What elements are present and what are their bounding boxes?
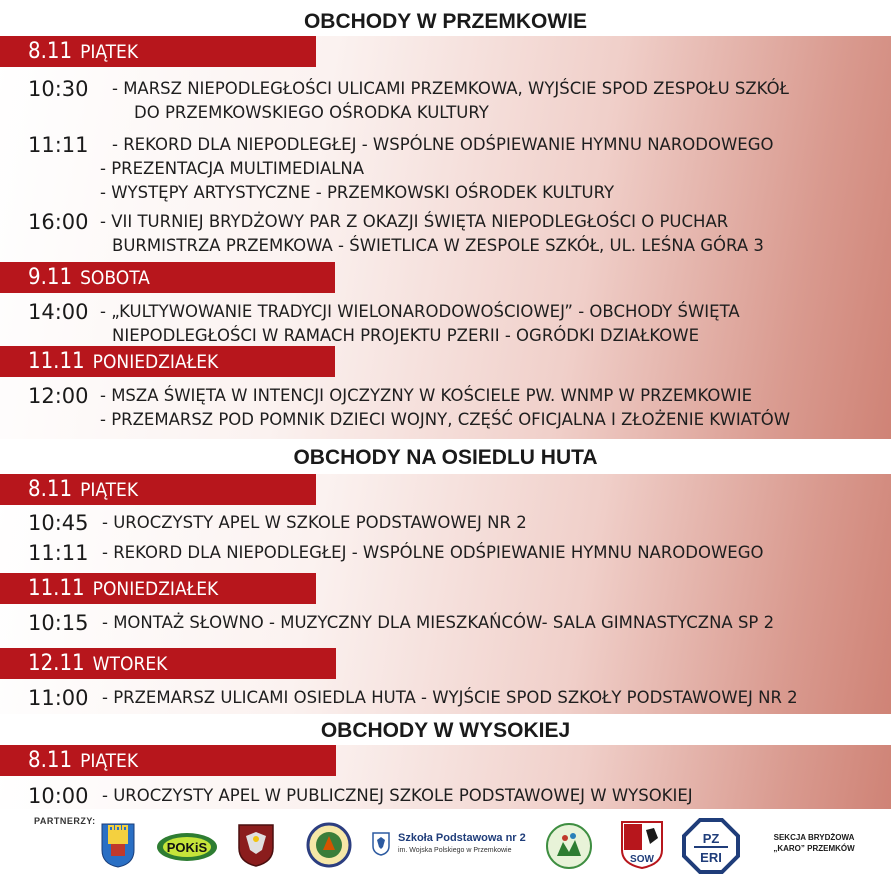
- day-name: WTOREK: [92, 652, 168, 675]
- day-date: 12.11: [28, 651, 85, 676]
- pokis-logo-text: POKiS: [166, 840, 208, 855]
- day-date: 8.11: [28, 748, 73, 773]
- school-logo-name: Szkoła Podstawowa nr 2: [398, 832, 526, 844]
- day-header: [0, 648, 336, 679]
- day-date: 11.11: [28, 349, 85, 374]
- sow-shield-icon: [620, 820, 664, 870]
- event-time: 10:15: [28, 611, 89, 635]
- pzeri-logo-text-top: PZ: [702, 831, 720, 846]
- day-header: [0, 36, 316, 67]
- event-time: 10:30: [28, 77, 89, 101]
- school-logo-subtitle: im. Wojska Polskiego w Przemkowie: [398, 847, 512, 854]
- day-name: PIĄTEK: [80, 478, 139, 501]
- partners-strip: [0, 810, 891, 879]
- event-line: - WYSTĘPY ARTYSTYCZNE - PRZEMKOWSKI OŚRODEK KULTURY: [100, 183, 615, 202]
- day-date: 8.11: [28, 477, 73, 502]
- bridge-section-text: SEKCJA BRYDŻOWA „KARO” PRZEMKÓW: [773, 833, 855, 853]
- section-title-wysoka: OBCHODY W WYSOKIEJ: [0, 719, 891, 743]
- event-line: - „KULTYWOWANIE TRADYCJI WIELONARODOWOŚCIOWEJ” - OBCHODY ŚWIĘTA: [100, 302, 740, 321]
- day-name: PONIEDZIAŁEK: [92, 577, 219, 600]
- event-line: - PRZEMARSZ POD POMNIK DZIECI WOJNY, CZĘŚĆ OFICJALNA I ZŁOŻENIE KWIATÓW: [100, 410, 791, 429]
- event-line: - MSZA ŚWIĘTA W INTENCJI OJCZYZNY W KOŚCIELE PW. WNMP W PRZEMKOWIE: [100, 386, 753, 405]
- event-line: - REKORD DLA NIEPODLEGŁEJ - WSPÓLNE ODŚPIEWANIE HYMNU NARODOWEGO: [102, 543, 764, 562]
- pzeri-logo-icon: [682, 818, 740, 874]
- pzeri-logo-text-bottom: ERI: [700, 850, 722, 865]
- event-time: 14:00: [28, 300, 89, 324]
- day-date: 11.11: [28, 576, 85, 601]
- event-line: - MONTAŻ SŁOWNO - MUZYCZNY DLA MIESZKAŃCÓW- SALA GIMNASTYCZNA SP 2: [102, 613, 775, 632]
- event-line: - REKORD DLA NIEPODLEGŁEJ - WSPÓLNE ODŚPIEWANIE HYMNU NARODOWEGO: [112, 135, 774, 154]
- day-date: 9.11: [28, 265, 73, 290]
- day-name: PIĄTEK: [80, 40, 139, 63]
- section-title-huta: OBCHODY NA OSIEDLU HUTA: [0, 446, 891, 470]
- event-line: - MARSZ NIEPODLEGŁOŚCI ULICAMI PRZEMKOWA, WYJŚCIE SPOD ZESPOŁU SZKÓŁ: [112, 79, 789, 98]
- day-header: [0, 745, 336, 776]
- day-header: [0, 573, 316, 604]
- event-line: - VII TURNIEJ BRYDŻOWY PAR Z OKAZJI ŚWIĘTA NIEPODLEGŁOŚCI O PUCHAR: [100, 212, 729, 231]
- sow-shield-text: SOW: [630, 854, 654, 865]
- event-time: 16:00: [28, 210, 89, 234]
- event-time: 10:00: [28, 784, 89, 808]
- day-date: 8.11: [28, 39, 73, 64]
- event-line: DO PRZEMKOWSKIEGO OŚRODKA KULTURY: [134, 103, 489, 122]
- event-time: 11:11: [28, 541, 89, 565]
- day-name: PONIEDZIAŁEK: [92, 350, 219, 373]
- event-line: BURMISTRZA PRZEMKOWA - ŚWIETLICA W ZESPOLE SZKÓŁ, UL. LEŚNA GÓRA 3: [112, 236, 764, 255]
- event-line: - PRZEMARSZ ULICAMI OSIEDLA HUTA - WYJŚCIE SPOD SZKOŁY PODSTAWOWEJ NR 2: [102, 688, 798, 707]
- event-line: - UROCZYSTY APEL W SZKOLE PODSTAWOWEJ NR 2: [102, 513, 527, 532]
- day-header: [0, 474, 316, 505]
- day-name: SOBOTA: [80, 266, 150, 289]
- day-header: [0, 346, 335, 377]
- partners-label: PARTNERZY:: [34, 816, 96, 826]
- event-time: 11:00: [28, 686, 89, 710]
- event-line: - PREZENTACJA MULTIMEDIALNA: [100, 159, 365, 178]
- event-line: NIEPODLEGŁOŚCI W RAMACH PROJEKTU PZERII - OGRÓDKI DZIAŁKOWE: [112, 326, 699, 345]
- day-header: [0, 262, 335, 293]
- eagle-shield-icon: [236, 822, 276, 868]
- event-line: - UROCZYSTY APEL W PUBLICZNEJ SZKOLE PODSTAWOWEJ W WYSOKIEJ: [102, 786, 693, 805]
- event-time: 10:45: [28, 511, 89, 535]
- day-name: PIĄTEK: [80, 749, 139, 772]
- event-time: 11:11: [28, 133, 89, 157]
- school-logo-icon: [372, 828, 526, 862]
- scouts-badge-icon: [545, 822, 593, 870]
- section-title-przemkow: OBCHODY W PRZEMKOWIE: [0, 10, 891, 34]
- coat-of-arms-icon: [100, 822, 136, 868]
- round-emblem-icon: [306, 822, 352, 868]
- event-time: 12:00: [28, 384, 89, 408]
- pokis-logo-icon: [156, 830, 218, 864]
